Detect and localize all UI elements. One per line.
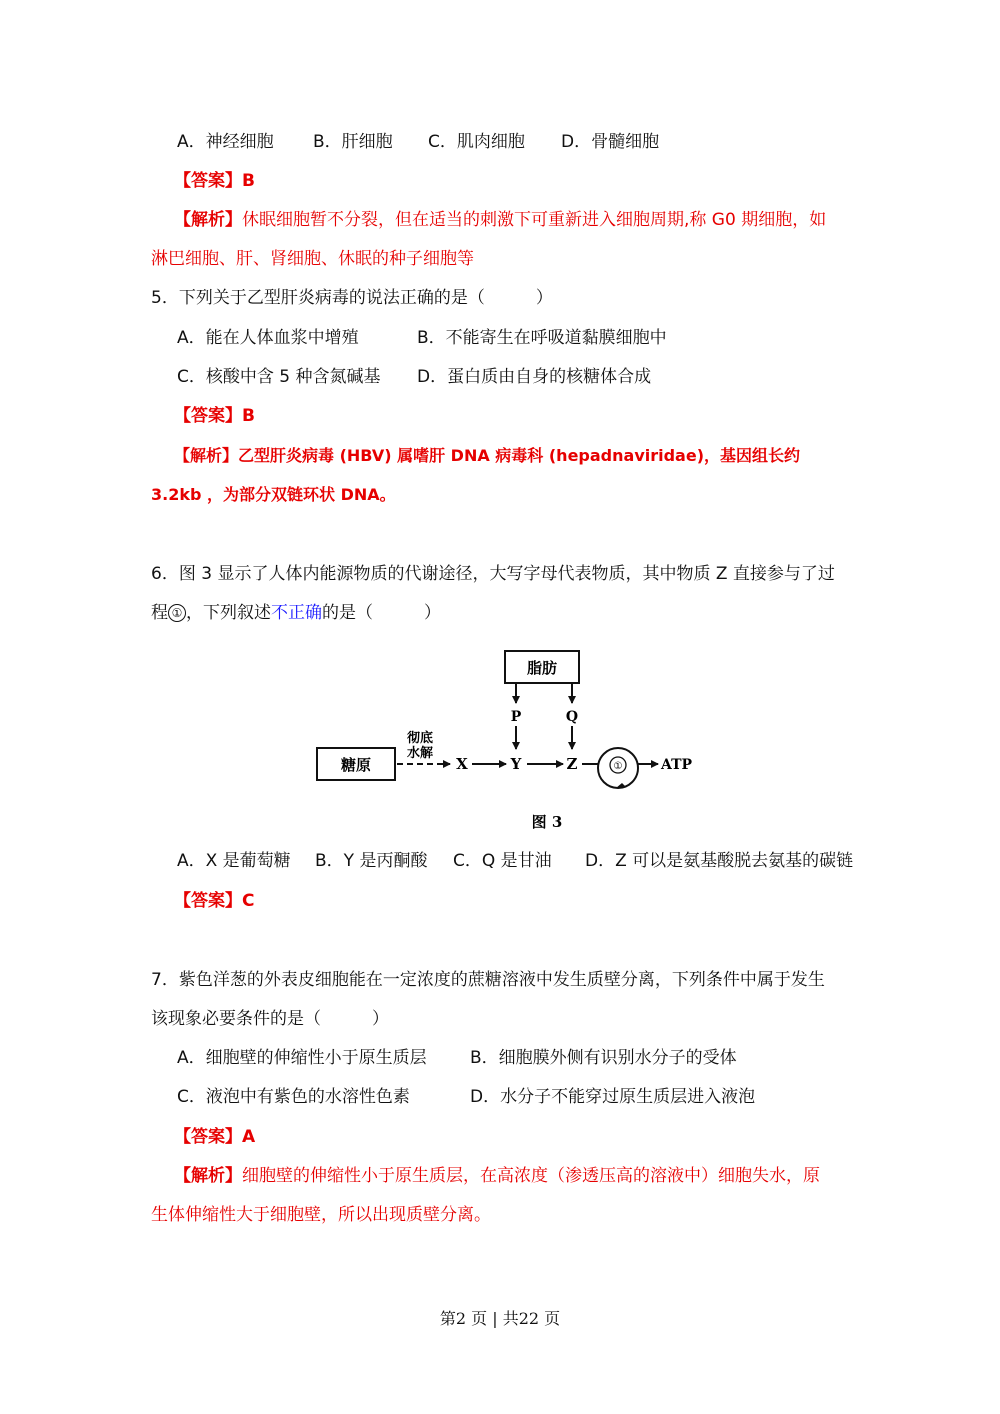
hydrolysis-label-2: 水解: [406, 746, 434, 761]
q4-option-b: B．肝细胞: [313, 132, 393, 152]
analysis-text: 休眠细胞暂不分裂，但在适当的刺激下可重新进入细胞周期,称 G0 期细胞，如: [242, 210, 827, 230]
answer-value: B: [242, 171, 255, 191]
answer-value: C: [242, 891, 255, 911]
figure-3-diagram: [300, 645, 720, 840]
p-label: P: [510, 709, 522, 725]
answer-label: 【答案】: [174, 1127, 242, 1147]
q6-option-b: B．Y 是丙酮酸: [315, 851, 428, 871]
stem-emphasis: 不正确: [271, 603, 322, 623]
q5-option-d: D．蛋白质由自身的核糖体合成: [417, 367, 652, 387]
analysis-text: 细胞壁的伸缩性小于原生质层，在高浓度（渗透压高的溶液中）细胞失水，原: [242, 1166, 820, 1186]
answer-label: 【答案】: [174, 891, 242, 911]
cycle-process-label: ①: [613, 761, 623, 772]
analysis-label: 【解析】: [174, 1166, 242, 1186]
q5-answer: [174, 404, 255, 428]
q5-option-b: B．不能寄生在呼吸道黏膜细胞中: [417, 328, 667, 348]
page-footer: 第2 页 | 共22 页: [439, 1309, 561, 1328]
answer-label: 【答案】: [174, 406, 242, 426]
process-circle-marker: ①: [168, 604, 186, 622]
answer-value: A: [242, 1127, 256, 1147]
y-label: Y: [510, 755, 522, 773]
q7-option-c: C．液泡中有紫色的水溶性色素: [177, 1087, 410, 1107]
q6-stem-line1: 6．图 3 显示了人体内能源物质的代谢途径，大写字母代表物质，其中物质 Z 直接参与了过: [151, 564, 835, 584]
q-label: Q: [565, 709, 579, 725]
q7-option-a: A．细胞壁的伸缩性小于原生质层: [177, 1048, 427, 1068]
q4-analysis-line1: [174, 208, 826, 232]
q4-answer: [174, 169, 255, 193]
figure-caption: 图 3: [531, 813, 563, 831]
q7-option-b: B．细胞膜外侧有识别水分子的受体: [470, 1048, 737, 1068]
x-label: X: [456, 755, 468, 773]
q7-stem-line1: 7．紫色洋葱的外表皮细胞能在一定浓度的蔗糖溶液中发生质壁分离，下列条件中属于发生: [151, 970, 825, 990]
q5-analysis-line2: 3.2kb ，为部分双链环状 DNA。: [151, 485, 396, 504]
q6-option-d: D．Z 可以是氨基酸脱去氨基的碳链: [585, 851, 854, 871]
atp-label: ATP: [661, 757, 693, 773]
q7-option-d: D．水分子不能穿过原生质层进入液泡: [470, 1087, 756, 1107]
q5-option-c: C．核酸中含 5 种含氮碱基: [177, 367, 381, 387]
q6-answer: [174, 889, 254, 913]
q4-option-c: C．肌肉细胞: [428, 132, 525, 152]
answer-label: 【答案】: [174, 171, 242, 191]
q5-stem: 5．下列关于乙型肝炎病毒的说法正确的是（ ）: [151, 288, 553, 308]
analysis-text: 乙型肝炎病毒 (HBV) 属嗜肝 DNA 病毒科 (hepadnaviridae)，基因组长约: [238, 446, 801, 465]
q4-option-a: A．神经细胞: [177, 132, 274, 152]
q5-analysis-line1: [174, 444, 800, 468]
q6-stem-line2: [151, 601, 441, 625]
q6-option-c: C．Q 是甘油: [453, 851, 552, 871]
q7-analysis-line1: [174, 1164, 820, 1188]
hydrolysis-label-1: 彻底: [406, 731, 434, 746]
stem-text: 的是（ ）: [322, 603, 441, 623]
answer-value: B: [242, 406, 255, 426]
q7-answer: [174, 1125, 255, 1149]
q7-analysis-line2: 生体伸缩性大于细胞壁，所以出现质壁分离。: [151, 1205, 491, 1225]
q4-option-d: D．骨髓细胞: [561, 132, 660, 152]
fat-label: 脂肪: [526, 659, 558, 677]
q7-stem-line2: 该现象必要条件的是（ ）: [151, 1009, 389, 1029]
q5-option-a: A．能在人体血浆中增殖: [177, 328, 359, 348]
analysis-label: 【解析】: [174, 210, 242, 230]
q4-analysis-line2: 淋巴细胞、肝、肾细胞、休眠的种子细胞等: [151, 249, 474, 269]
z-label: Z: [566, 755, 578, 773]
stem-text: 程: [151, 603, 168, 623]
q6-option-a: A．X 是葡萄糖: [177, 851, 291, 871]
glycogen-label: 糖原: [340, 756, 372, 774]
analysis-label: 【解析】: [174, 446, 239, 465]
stem-text: ，下列叙述: [186, 603, 271, 623]
